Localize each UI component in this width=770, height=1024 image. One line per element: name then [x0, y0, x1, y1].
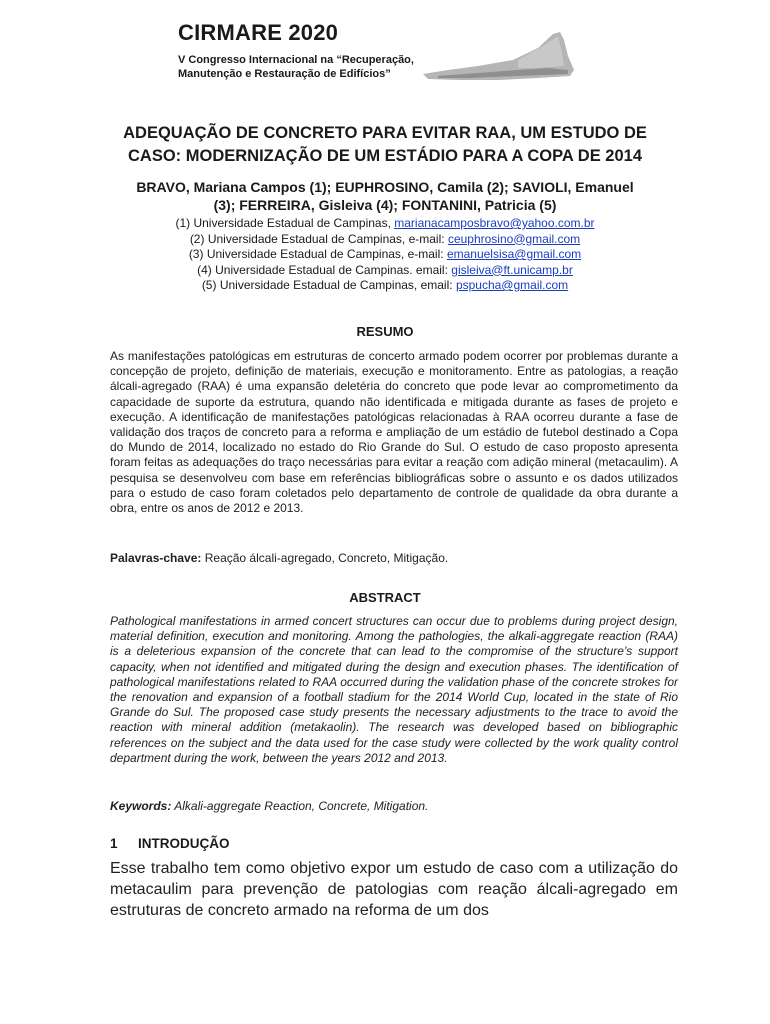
affiliation-text: (4) Universidade Estadual de Campinas. email:: [197, 262, 452, 277]
abstract-heading: ABSTRACT: [349, 590, 421, 605]
author-line1: BRAVO, Mariana Campos (1); EUPHROSINO, Camila (2); SAVIOLI, Emanuel: [136, 179, 634, 195]
resumo-heading: RESUMO: [356, 324, 414, 339]
section-number: 1: [110, 836, 118, 851]
stadium-silhouette-icon: [418, 26, 578, 86]
conference-subtitle-line1: V Congresso Internacional na “Recuperação,: [178, 54, 414, 66]
author-email-link[interactable]: marianacamposbravo@yahoo.com.br: [394, 216, 595, 230]
palavras-chave: [110, 551, 678, 565]
keywords-value: Alkali-aggregate Reaction, Concrete, Mitigation.: [171, 799, 429, 813]
affiliation-list: [70, 216, 700, 294]
paper-title-line2: CASO: MODERNIZAÇÃO DE UM ESTÁDIO PARA A COPA DE 2014: [128, 147, 642, 165]
author-list: [80, 178, 690, 214]
palavras-chave-value: Reação álcali-agregado, Concreto, Mitigação.: [201, 551, 449, 565]
keywords: [110, 799, 678, 813]
author-email-link[interactable]: emanuelsisa@gmail.com: [446, 247, 582, 261]
paper-title: [60, 122, 710, 168]
abstract-text: Pathological manifestations in armed concert structures can occur due to problems during project design, material definition, execution and monitoring. Among the pathologies, the alkali-aggregate reaction (RAA) is a deleterious expansion of the concrete that can lead to the compromise of the structure’s support capacity, when not identified and mitigated during the design and execution phases. The identification of pathological manifestations related to RAA occurred during the validation phase of the concrete strokes for the renovation and expansion of a football stadium for the 2014 World Cup, located in the state of Rio Grande do Sul. The proposed case study presents the necessary adjustments to the trace to avoid the reaction with mineral addition (metakaolin). The research was developed based on bibliographic references on the subject and the data used for the case study were collected by the work quality control department during the work, between the years 2012 and 2013.: [110, 614, 678, 765]
affiliation-text: (2) Universidade Estadual de Campinas, e-mail:: [189, 231, 448, 246]
intro-paragraph: Esse trabalho tem como objetivo expor um estudo de caso com a utilização do metacaulim para prevenção de patologias com reação álcali-agregado em estruturas de concreto armado na reforma de um dos: [110, 860, 678, 919]
keywords-label: Keywords:: [110, 799, 172, 813]
palavras-chave-label: Palavras-chave:: [110, 551, 202, 565]
affiliation-text: (1) Universidade Estadual de Campinas,: [175, 216, 395, 230]
affiliation-item: [70, 232, 700, 248]
author-line2: (3); FERREIRA, Gisleiva (4); FONTANINI, Patricia (5): [213, 197, 557, 213]
author-email-link[interactable]: pspucha@gmail.com: [455, 278, 569, 292]
affiliation-item: [70, 216, 700, 232]
affiliation-text: (5) Universidade Estadual de Campinas, email:: [201, 278, 456, 292]
author-email-link[interactable]: gisleiva@ft.unicamp.br: [451, 262, 573, 277]
affiliation-item: [70, 278, 700, 294]
author-email-link[interactable]: ceuphrosino@gmail.com: [447, 231, 581, 246]
resumo-text: As manifestações patológicas em estruturas de concerto armado podem ocorrer por problemas durante a concepção de projeto, definição de materiais, execução e monitoramento. Entre as patologias, a reação álcali-agregado (RAA) é uma expansão deletéria do concreto que pode levar ao comprometimento da capacidade de suporte da estrutura, quando não identificada e mitigada durante as fases de projeto e execução. A identificação de manifestações patológicas relacionadas à RAA ocorreu durante a fase de validação dos traços de concreto para a reforma e ampliação de um estádio de futebol destinado a Copa do Mundo de 2014, localizado no estado do Rio Grande do Sul. O estudo de caso proposto apresenta foram feitas as adequações do traço necessárias para evitar a reação com adição mineral (metacaulim). A pesquisa se desenvolveu com base em referências bibliográficas sobre o assunto e os dados utilizados para o estudo de caso foram coletados pelo departamento de controle de qualidade da obra durante a obra, entre os anos de 2012 e 2013.: [110, 349, 678, 516]
paper-title-line1: ADEQUAÇÃO DE CONCRETO PARA EVITAR RAA, UM ESTUDO DE: [123, 124, 647, 142]
section-title: INTRODUÇÃO: [138, 836, 230, 851]
section-heading-introducao: [110, 836, 230, 851]
affiliation-item: [70, 247, 700, 263]
affiliation-item: [70, 263, 700, 279]
conference-title: CIRMARE 2020: [178, 20, 339, 45]
conference-subtitle-line2: Manutenção e Restauração de Edifícios”: [178, 68, 391, 80]
affiliation-text: (3) Universidade Estadual de Campinas, e-mail:: [188, 247, 447, 261]
